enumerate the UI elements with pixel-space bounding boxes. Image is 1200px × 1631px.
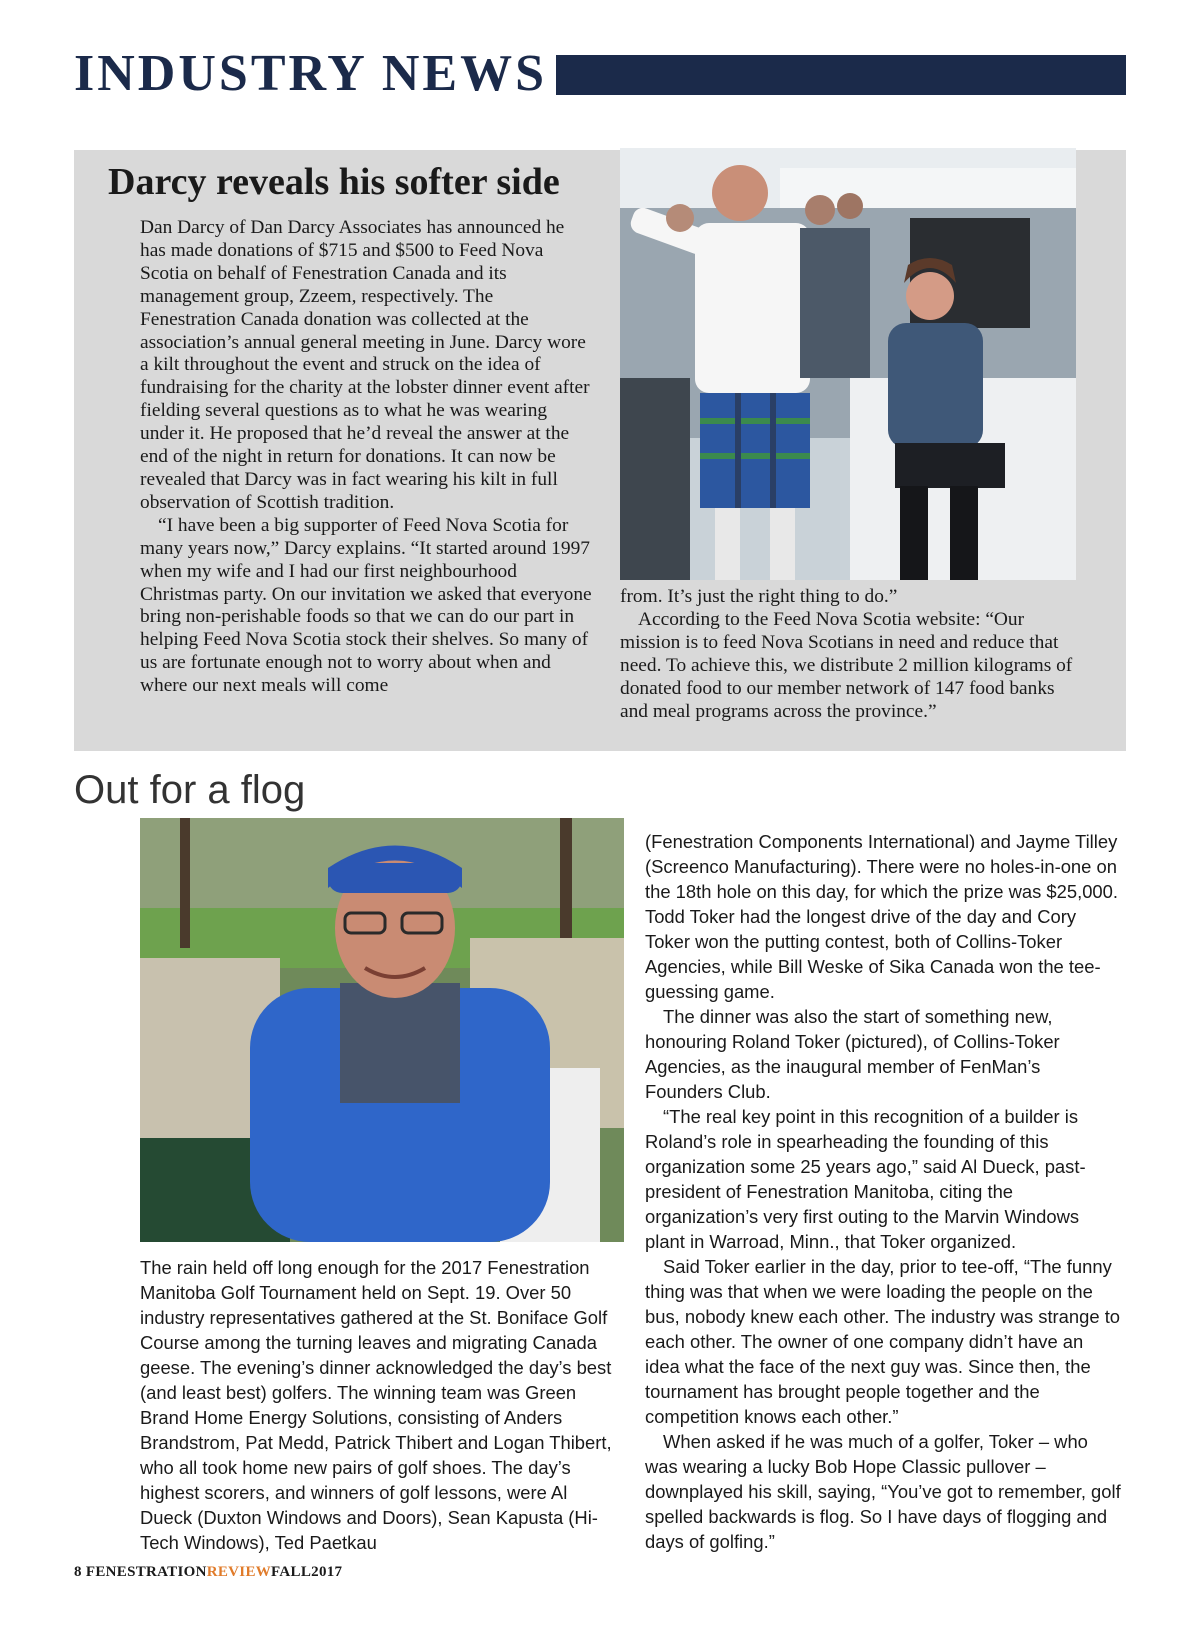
- story2-paragraph: “The real key point in this recognition of a builder is Roland’s role in spearheading the founding of this organization some 25 years ago,” said Al Dueck, past-president of Fenestration Manitoba, citing the organization’s very first outing to the Marvin Windows plant in Warroad, Minn., that Toker organized.: [645, 1106, 1086, 1252]
- issue-label: FALL2017: [271, 1564, 343, 1580]
- story2-paragraph: Said Toker earlier in the day, prior to tee-off, “The funny thing was that when we were loading the people on the bus, nobody knew each other. The industry was strange to each other. The owner of one company didn’t have an idea what the face of the next guy was. Since then, the tournament has brought people together and the competition knows each other.”: [645, 1256, 1121, 1427]
- story1-paragraph: “I have been a big supporter of Feed Nova Scotia for many years now,” Darcy explains. “It started around 1997 when my wife and I had our first neighbourhood Christmas party. On our invitation we asked that everyone bring non-perishable foods so that we can do our part in helping Feed Nova Scotia stock their shelves. So many of us are fortunate enough not to worry about when and where our next meals will come: [140, 514, 592, 697]
- publication-name: [86, 1564, 271, 1580]
- page-number: 8: [74, 1564, 82, 1580]
- story2-photo: [140, 818, 624, 1242]
- story1-paragraph: from. It’s just the right thing to do.”: [620, 586, 898, 607]
- header-rule-bar: [556, 55, 1126, 95]
- story2-paragraph: (Fenestration Components International) and Jayme Tilley (Screenco Manufacturing). There were no holes-in-one on the 18th hole on this day, for which the prize was $25,000. Todd Toker had the longest drive of the day and Cory Toker won the putting contest, both of Collins-Toker Agencies, while Bill Weske of Sika Canada won the tee-guessing game.: [645, 831, 1119, 1002]
- story1-paragraph: Dan Darcy of Dan Darcy Associates has announced he has made donations of $715 and $500 to Feed Nova Scotia on behalf of Fenestration Canada and its management group, Zzeem, respectively. The Fenestration Canada donation was collected at the association’s annual general meeting in June. Darcy wore a kilt throughout the event and struck on the idea of fundraising for the charity at the lobster dinner event after fielding several questions as to what he was wearing under it. He proposed that he’d reveal the answer at the end of the night in return for donations. It can now be revealed that Darcy was in fact wearing his kilt in full observation of Scottish tradition.: [140, 217, 590, 513]
- page-footer: [74, 1564, 342, 1581]
- story2-paragraph: The rain held off long enough for the 2017 Fenestration Manitoba Golf Tournament held on Sept. 19. Over 50 industry representatives gathered at the St. Boniface Golf Course among the turning leaves and migrating Canada geese. The evening’s dinner acknowledged the day’s best (and least best) golfers. The winning team was Green Brand Home Energy Solutions, consisting of Anders Brandstrom, Pat Medd, Patrick Thibert and Logan Thibert, who all took home new pairs of golf shoes. The day’s highest scorers, and winners of golf lessons, were Al Dueck (Duxton Windows and Doors), Sean Kapusta (Hi-Tech Windows), Ted Paetkau: [140, 1257, 612, 1553]
- story1-headline: Darcy reveals his softer side: [108, 161, 560, 203]
- story1-column-right: [620, 586, 1080, 723]
- story2-headline: Out for a flog: [74, 768, 306, 812]
- story1-photo: [620, 148, 1076, 580]
- story1-paragraph: According to the Feed Nova Scotia website: “Our mission is to feed Nova Scotians in need and reduce that need. To achieve this, we distribute 2 million kilograms of donated food to our member network of 147 food banks and meal programs across the province.”: [620, 608, 1073, 722]
- section-title: INDUSTRY NEWS: [74, 45, 548, 102]
- story2-paragraph: The dinner was also the start of something new, honouring Roland Toker (pictured), of Collins-Toker Agencies, as the inaugural member of FenMan’s Founders Club.: [645, 1006, 1060, 1102]
- story2-column-left: [140, 1255, 624, 1555]
- people-at-event-photo-icon: [620, 148, 1076, 580]
- publication-name-part2: REVIEW: [206, 1564, 272, 1580]
- publication-name-part1: FENESTRATION: [85, 1564, 207, 1580]
- story2-column-right: [645, 829, 1123, 1554]
- story1-column-left: [140, 217, 592, 698]
- story2-paragraph: When asked if he was much of a golfer, Toker – who was wearing a lucky Bob Hope Classic pullover – downplayed his skill, saying, “You’ve got to remember, golf spelled backwards is flog. So I have days of flogging and days of golfing.”: [645, 1431, 1121, 1552]
- golfer-portrait-photo-icon: [140, 818, 624, 1242]
